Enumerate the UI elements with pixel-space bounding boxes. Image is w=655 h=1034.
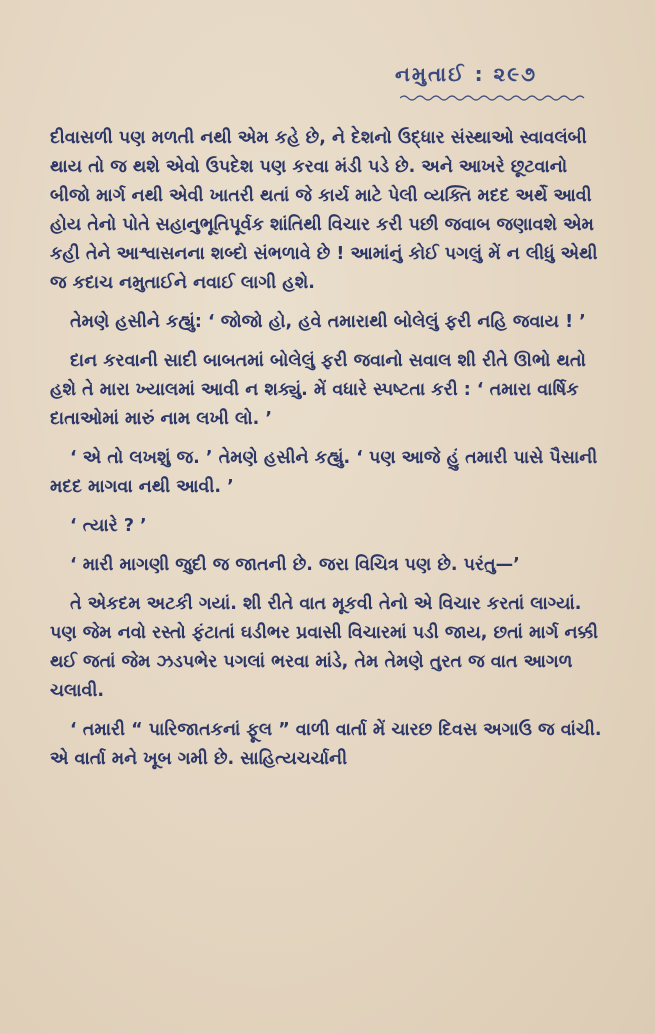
paragraph: તે એકદમ અટકી ગયાં. શી રીતે વાત મૂકવી તેનો એ વિચાર કરતાં લાગ્યાં. પણ જેમ નવો રસ્તો ફંટાતાં ઘડીભર પ્રવાસી વિચારમાં પડી જાય, છતાં માર્ગ નક્કી થઈ જતાં જેમ ઝડપભેર પગલાં ભરવા માંડે, તેમ તેમણે તુરત જ વાત આગળ ચલાવી.: [50, 594, 599, 701]
paragraph: ‘ તમારી “ પારિજાતકનાં ફૂલ ” વાળી વાર્તા મેં ચારછ દિવસ અગાઉ જ વાંચી. એ વાર્તા મને ખૂબ ગમી છે. સાહિત્યચર્ચાની: [50, 720, 602, 769]
wavy-underline-ornament: [400, 94, 585, 102]
running-head: નમુતાઈ : ૨૯૭: [395, 62, 538, 86]
body-text: [50, 124, 610, 784]
paragraph: ‘ મારી માગણી જુદી જ જાતની છે. જરા વિચિત્ર પણ છે. પરંતુ—’: [70, 555, 520, 575]
paragraph-continuation: દીવાસળી પણ મળતી નથી એમ કહે છે, ને દેશનો ઉદ્ધાર સંસ્થાઓ સ્વાવલંબી થાય તો જ થશે એવો ઉપદેશ પણ કરવા મંડી પડે છે. અને આખરે છૂટવાનો બીજો માર્ગ નથી એવી ખાતરી થતાં જે કાર્ય માટે પેલી વ્યક્તિ મદદ અર્થે આવી હોય તેનો પોતે સહાનુભૂતિપૂર્વક શાંતિથી વિચાર કરી પછી જવાબ જણાવશે એમ કહી તેને આશ્વાસનના શબ્દો સંભળાવે છે ! આમાંનું કોઈ પગલું મેં ન લીધું એથી જ કદાચ નમુતાઈને નવાઈ લાગી હશે.: [50, 128, 598, 293]
paragraph: તેમણે હસીને કહ્યું: ‘ જોજો હો, હવે તમારાથી બોલેલું ફરી નહિ જવાય ! ’: [70, 312, 586, 332]
paragraph: દાન કરવાની સાદી બાબતમાં બોલેલું ફરી જવાનો સવાલ શી રીતે ઊભો થતો હશે તે મારા ખ્યાલમાં આવી ન શક્યું. મેં વધારે સ્પષ્ટતા કરી : ‘ તમારા વાર્ષિક દાતાઓમાં મારું નામ લખી લો. ’: [50, 351, 586, 429]
paragraph: ‘ એ તો લખશું જ. ’ તેમણે હસીને કહ્યું. ‘ પણ આજે હું તમારી પાસે પૈસાની મદદ માગવા નથી આવી. ’: [50, 448, 598, 497]
paragraph: ‘ ત્યારે ? ’: [70, 516, 147, 536]
